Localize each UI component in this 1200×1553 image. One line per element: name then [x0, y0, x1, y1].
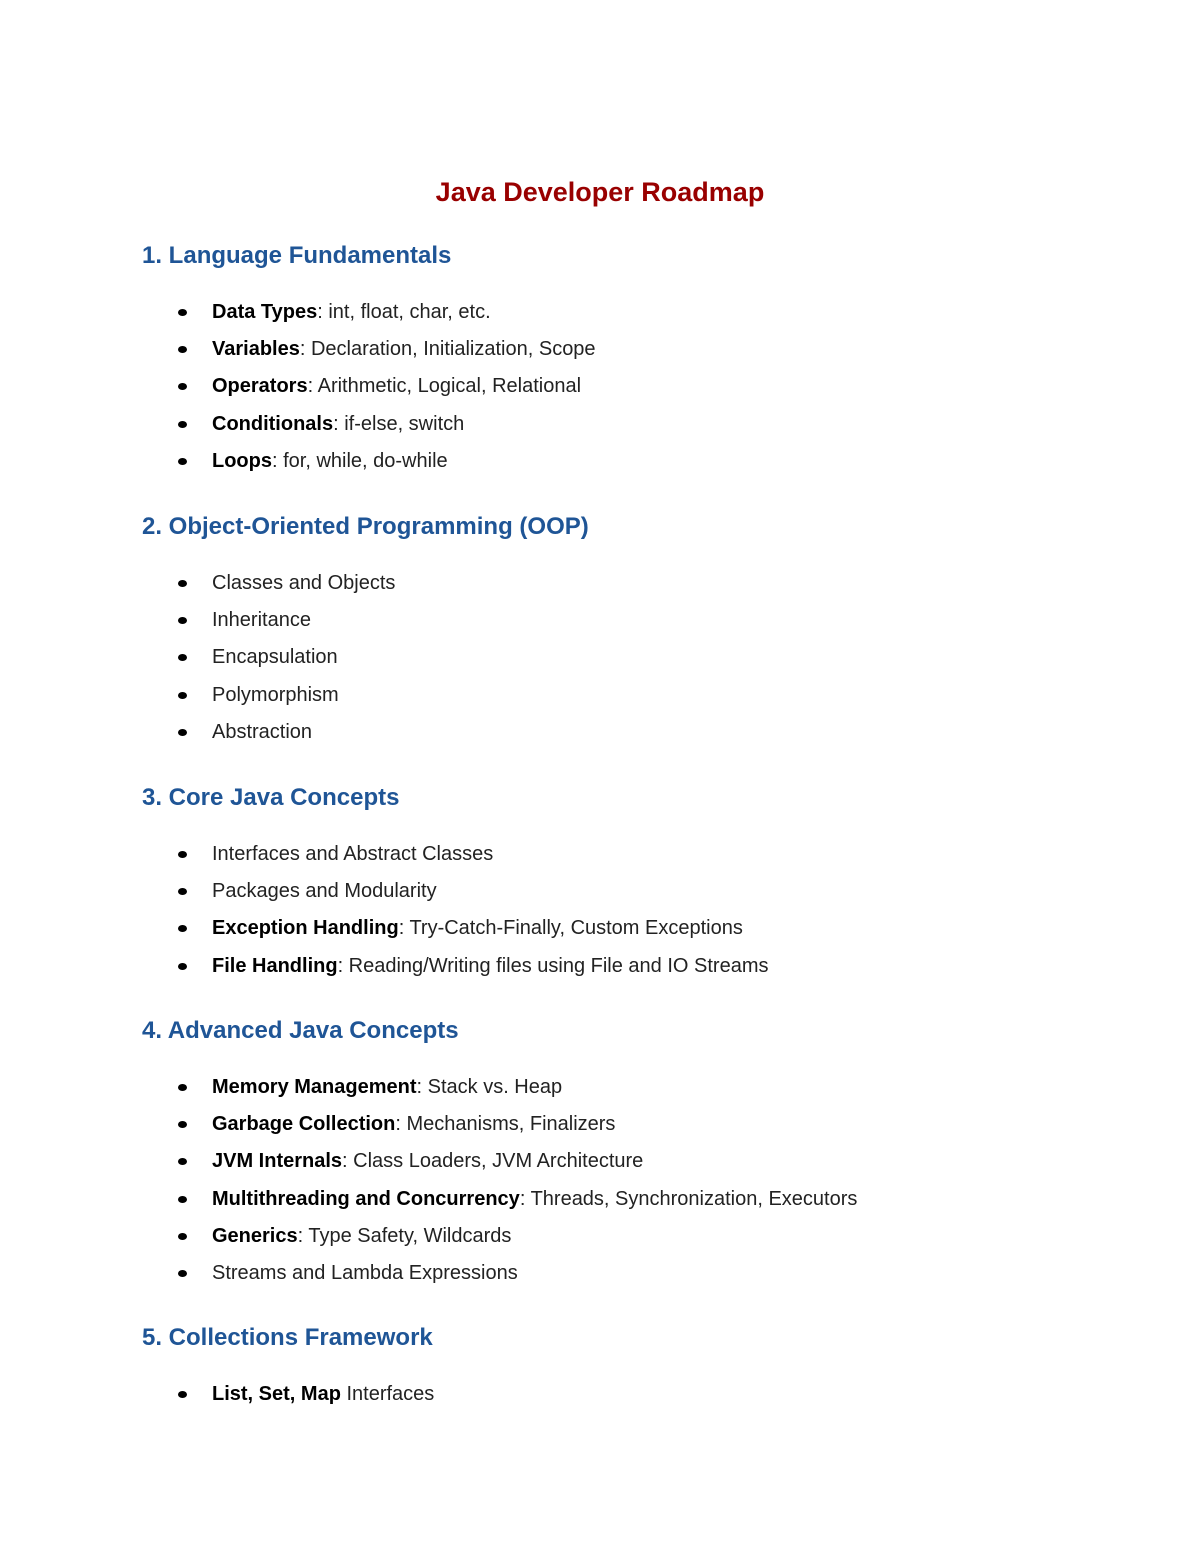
- bullet-list: [142, 565, 1142, 751]
- item-term: JVM Internals: [212, 1150, 343, 1173]
- item-description: : for, while, do-while: [272, 449, 448, 472]
- list-item: [142, 1143, 1142, 1180]
- item-description: : if-else, switch: [333, 412, 465, 435]
- section-heading: 5. Collections Framework: [142, 1324, 433, 1351]
- item-term: File Handling: [212, 954, 338, 977]
- item-text: Abstraction: [212, 720, 313, 743]
- bullet-icon: [178, 1084, 187, 1091]
- list-item: [142, 1069, 1142, 1106]
- list-item: [142, 602, 1142, 639]
- bullet-icon: [178, 963, 187, 970]
- section-language-fundamentals: [142, 240, 1142, 472]
- item-text: Encapsulation: [212, 646, 338, 669]
- bullet-list: [142, 294, 1142, 480]
- section-heading: 4. Advanced Java Concepts: [142, 1017, 459, 1044]
- section-oop: [142, 511, 1142, 743]
- list-item: [142, 294, 1142, 331]
- item-term: Memory Management: [212, 1076, 417, 1098]
- item-text: Inheritance: [212, 609, 311, 632]
- item-description: : Class Loaders, JVM Architecture: [342, 1150, 644, 1173]
- section-core-java: [142, 782, 1142, 977]
- item-description: : Threads, Synchronization, Executors: [519, 1187, 858, 1210]
- bullet-icon: [178, 1391, 187, 1398]
- bullet-icon: [178, 851, 187, 858]
- bullet-icon: [178, 309, 187, 316]
- list-item: [142, 639, 1142, 676]
- list-item: [142, 1106, 1142, 1143]
- bullet-icon: [178, 1196, 187, 1203]
- item-text: Streams and Lambda Expressions: [212, 1261, 518, 1284]
- bullet-icon: [178, 729, 187, 736]
- bullet-icon: [178, 421, 187, 428]
- item-text: Interfaces and Abstract Classes: [212, 843, 494, 865]
- bullet-icon: [178, 1233, 187, 1240]
- item-term: List, Set, Map: [212, 1383, 341, 1405]
- item-text: Polymorphism: [212, 683, 339, 706]
- item-term: Multithreading and Concurrency: [212, 1187, 520, 1210]
- item-term: Generics: [212, 1224, 298, 1247]
- bullet-icon: [178, 692, 187, 699]
- bullet-icon: [178, 925, 187, 932]
- section-heading: 1. Language Fundamentals: [142, 242, 452, 269]
- bullet-icon: [178, 888, 187, 895]
- item-description: : Try-Catch-Finally, Custom Exceptions: [398, 917, 743, 940]
- item-description: : int, float, char, etc.: [317, 301, 491, 323]
- item-term: Exception Handling: [212, 917, 399, 940]
- item-description: : Reading/Writing files using File and IO Streams: [337, 954, 769, 977]
- list-item: [142, 368, 1142, 405]
- item-term: Data Types: [212, 301, 318, 323]
- section-advanced-java: [142, 1015, 1142, 1284]
- bullet-icon: [178, 383, 187, 390]
- item-text: Packages and Modularity: [212, 880, 437, 903]
- list-item: [142, 565, 1142, 602]
- bullet-icon: [178, 346, 187, 353]
- item-description: : Stack vs. Heap: [416, 1076, 563, 1098]
- item-term: Loops: [212, 449, 272, 472]
- item-term: Operators: [212, 375, 308, 398]
- item-description: : Arithmetic, Logical, Relational: [307, 375, 582, 398]
- section-heading: 2. Object-Oriented Programming (OOP): [142, 513, 589, 540]
- bullet-icon: [178, 654, 187, 661]
- list-item: [142, 1181, 1142, 1218]
- list-item: [142, 836, 1142, 873]
- item-text: Classes and Objects: [212, 572, 396, 594]
- item-term: Garbage Collection: [212, 1113, 396, 1136]
- item-description: : Mechanisms, Finalizers: [395, 1113, 616, 1136]
- bullet-icon: [178, 1121, 187, 1128]
- list-item: [142, 714, 1142, 751]
- list-item: [142, 1255, 1142, 1292]
- item-term: Conditionals: [212, 412, 334, 435]
- list-item: [142, 331, 1142, 368]
- list-item: [142, 1376, 1142, 1413]
- list-item: [142, 677, 1142, 714]
- bullet-list: [142, 836, 1142, 985]
- document-title: Java Developer Roadmap: [435, 177, 765, 207]
- bullet-icon: [178, 1158, 187, 1165]
- bullet-icon: [178, 580, 187, 587]
- item-description: : Declaration, Initialization, Scope: [299, 338, 596, 361]
- section-heading: 3. Core Java Concepts: [142, 784, 400, 811]
- bullet-icon: [178, 458, 187, 465]
- bullet-icon: [178, 617, 187, 624]
- bullet-icon: [178, 1270, 187, 1277]
- section-collections: [142, 1322, 1142, 1405]
- list-item: [142, 873, 1142, 910]
- list-item: [142, 406, 1142, 443]
- bullet-list: [142, 1376, 1142, 1413]
- bullet-list: [142, 1069, 1142, 1292]
- item-description: Interfaces: [340, 1383, 435, 1405]
- item-term: Variables: [212, 338, 300, 361]
- list-item: [142, 443, 1142, 480]
- item-description: : Type Safety, Wildcards: [297, 1224, 512, 1247]
- list-item: [142, 910, 1142, 947]
- list-item: [142, 948, 1142, 985]
- list-item: [142, 1218, 1142, 1255]
